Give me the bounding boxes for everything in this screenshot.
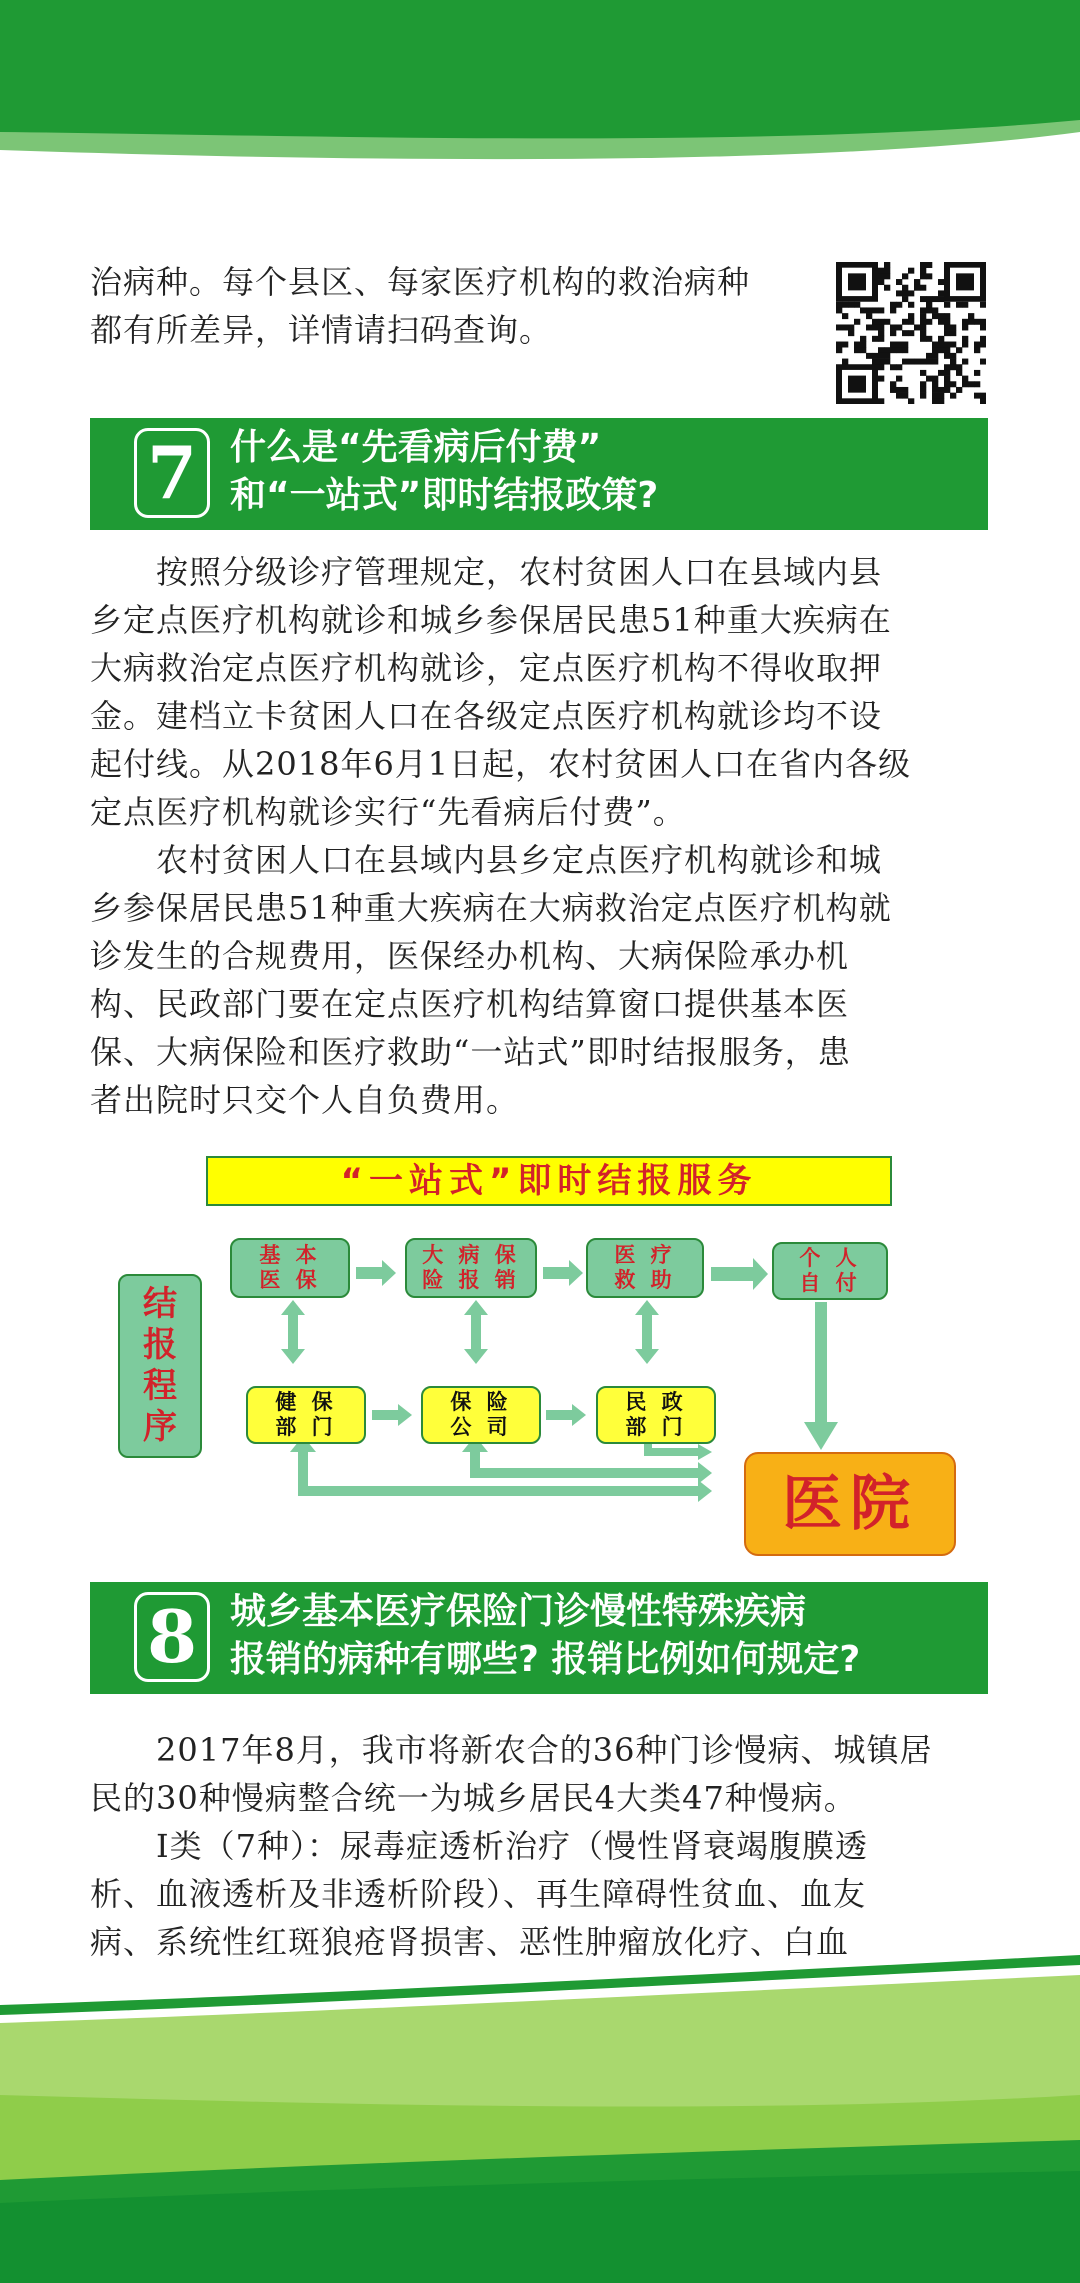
bottom-decorative-band (0, 1935, 1080, 2283)
qr-code-icon[interactable] (836, 262, 986, 404)
flowchart-side-label (118, 1274, 202, 1458)
node-health-insurance-dept-label: 健 保 部 门 (275, 1390, 337, 1439)
side-label-text: 结 报 程 序 (143, 1284, 177, 1447)
section-8-paragraph-1: 2017年8月，我市将新农合的36种门诊慢病、城镇居 民的30种慢病整合统一为城乡居民4大类47种慢病。 (90, 1731, 933, 1817)
intro-paragraph: 治病种。每个县区、每家医疗机构的救治病种 都有所差异，详情请扫码查询。 (90, 263, 751, 349)
section-7-heading (90, 418, 988, 530)
node-critical-illness-insurance (405, 1238, 537, 1298)
node-medical-assistance-label: 医 疗 救 助 (614, 1243, 676, 1292)
node-hospital: 医院 (744, 1452, 956, 1556)
node-basic-medical-insurance (230, 1238, 350, 1298)
section-7-number: 7 (134, 428, 210, 518)
section-8-paragraph-2: Ⅰ类（7种）：尿毒症透析治疗（慢性肾衰竭腹膜透 析、血液透析及非透析阶段）、再生障碍性贫血、血友 病、系统性红斑狼疮肾损害、恶性肿瘤放化疗、白血 (90, 1827, 869, 1961)
node-self-payment (772, 1242, 888, 1300)
section-7-paragraph-1: 按照分级诊疗管理规定，农村贫困人口在县域内县 乡定点医疗机构就诊和城乡参保居民患51种重大疾病在 大病救治定点医疗机构就诊，定点医疗机构不得收取押 金。建档立卡贫困人口在各级定点医疗机构就诊均不设 起付线。从2018年6月1日起，农村贫困人口在省内各级 定点医疗机构就诊实行“先看病后付费”。 (90, 553, 912, 831)
node-medical-assistance (586, 1238, 704, 1298)
node-basic-medical-insurance-label: 基 本 医 保 (259, 1243, 321, 1292)
section-7-paragraph-2: 农村贫困人口在县域内县乡定点医疗机构就诊和城 乡参保居民患51种重大疾病在大病救治定点医疗机构就 诊发生的合规费用，医保经办机构、大病保险承办机 构、民政部门要在定点医疗机构结算窗口提供基本医 保、大病保险和医疗救助“一站式”即时结报服务，患 者出院时只交个人自负费用。 (90, 841, 892, 1119)
settlement-flowchart (0, 1150, 1080, 1570)
section-8-title-line2: 报销的病种有哪些? 报销比例如何规定? (230, 1639, 861, 1680)
section-7-title-line2: 和“一站式”即时结报政策? (230, 475, 659, 516)
section-8-heading (90, 1582, 988, 1694)
node-civil-affairs-dept-label: 民 政 部 门 (625, 1390, 687, 1439)
node-civil-affairs-dept (596, 1386, 716, 1444)
node-insurance-company-label: 保 险 公 司 (450, 1390, 512, 1439)
section-8-number: 8 (134, 1592, 210, 1682)
top-decorative-band (0, 0, 1080, 175)
node-critical-illness-insurance-label: 大 病 保 险 报 销 (422, 1243, 520, 1292)
node-health-insurance-dept (246, 1386, 366, 1444)
section-7-title-line1: 什么是“先看病后付费” (230, 427, 602, 468)
node-self-payment-label: 个 人 自 付 (799, 1246, 861, 1295)
flowchart-title: “一站式”即时结报服务 (206, 1156, 892, 1206)
section-8-title-line1: 城乡基本医疗保险门诊慢性特殊疾病 (230, 1591, 807, 1632)
node-insurance-company (421, 1386, 541, 1444)
